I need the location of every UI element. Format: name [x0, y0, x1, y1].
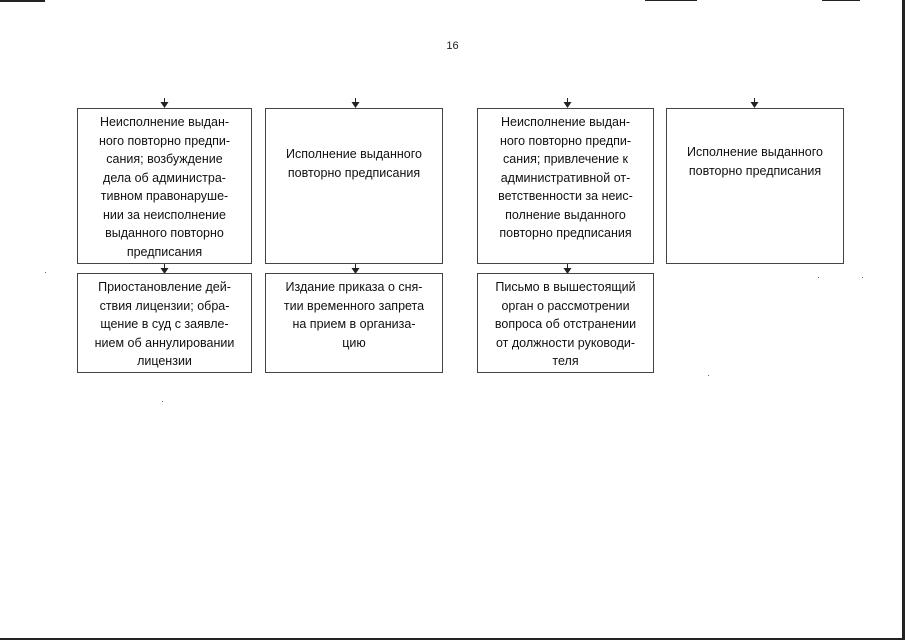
- box-text: Издание приказа о сня- тии временного запрета на прием в организа- цию: [283, 280, 425, 350]
- arrow-down-icon: [750, 98, 759, 108]
- box-text: Неисполнение выдан- ного повторно предпи- сания; возбуждение дела об администра- тивном правонаруше- нии за неисполнение выданного повторно предписания: [98, 115, 231, 259]
- box-text: Письмо в вышестоящий орган о рассмотрении вопроса об отстранении от должности руководи- теля: [494, 280, 637, 368]
- scan-speck: [862, 277, 863, 278]
- box-prescription-executed-2: [666, 108, 844, 264]
- box-prescription-executed-1: [265, 108, 443, 264]
- page-number: 16: [446, 40, 459, 52]
- scan-speck: [818, 277, 819, 278]
- box-text: Приостановление дей- ствия лицензии; обра- щение в суд с заявле- нием об аннулировании лицензии: [94, 280, 235, 368]
- box-license-suspension: [77, 273, 252, 373]
- box-violation-administrative-liability: [477, 108, 654, 264]
- box-violation-administrative-case: [77, 108, 252, 264]
- box-order-lift-admission-ban: [265, 273, 443, 373]
- scan-edge-top-mid: [645, 0, 697, 1]
- box-text: Неисполнение выдан- ного повторно предпи- сания; привлечение к административной от- ветственности за неис- полнение выданного повторно предписания: [498, 115, 633, 240]
- arrow-down-icon: [563, 98, 572, 108]
- box-text: Исполнение выданного повторно предписания: [686, 145, 823, 178]
- arrow-down-icon: [351, 98, 360, 108]
- box-letter-to-higher-authority: [477, 273, 654, 373]
- scan-edge-top-left: [0, 0, 45, 2]
- arrow-down-icon: [160, 98, 169, 108]
- box-text: Исполнение выданного повторно предписания: [285, 147, 422, 180]
- scan-speck: [708, 375, 709, 376]
- scan-speck: [45, 272, 46, 273]
- scan-speck: [162, 401, 163, 402]
- scan-edge-top-right: [822, 0, 860, 1]
